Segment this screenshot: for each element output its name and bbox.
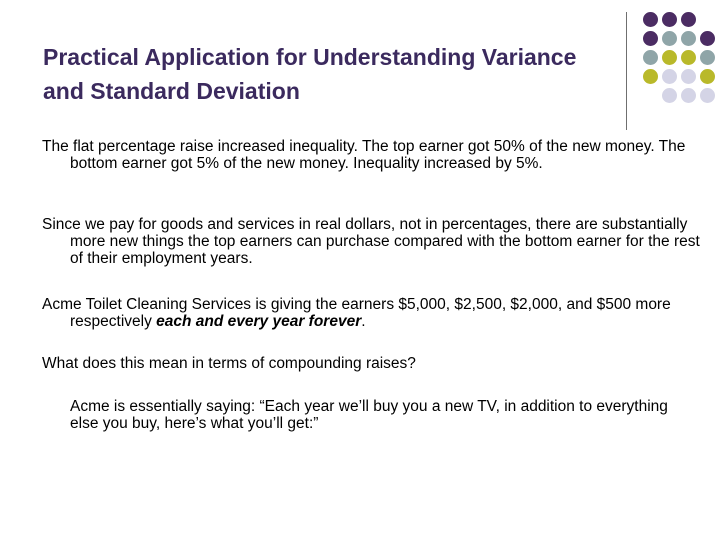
decorative-dot [700,69,715,84]
paragraph-acme-raises [42,296,710,330]
decorative-dot [681,69,696,84]
paragraph-question: What does this mean in terms of compounding raises? [42,355,416,372]
decorative-dot [662,31,677,46]
slide-title: Practical Application for Understanding Variance and Standard Deviation [43,44,577,104]
decorative-dot [700,88,715,103]
acme-emphasis: each and every year forever [156,313,362,330]
decorative-dot [643,12,658,27]
decorative-dot [662,12,677,27]
decorative-dot [643,69,658,84]
decorative-dot [700,50,715,65]
decorative-dot [662,88,677,103]
decorative-dot [681,88,696,103]
acme-text-end: . [361,313,366,330]
decorative-dot [681,31,696,46]
decorative-dot [662,50,677,65]
decorative-dot [643,50,658,65]
acme-text-start: Acme Toilet Cleaning Services is giving the earners $5,000, $2,500, $2,000, and $500 more respectively [42,296,671,330]
decorative-dot [700,31,715,46]
paragraph-inequality: The flat percentage raise increased inequality. The top earner got 50% of the new money. The bottom earner got 5% of the new money. Inequality increased by 5%. [42,138,686,172]
paragraph-real-dollars: Since we pay for goods and services in real dollars, not in percentages, there are substantially more new things the top earners can purchase compared with the bottom earner for the rest of their employment years. [42,216,700,267]
decorative-dot [643,31,658,46]
decorative-dot-grid [0,0,720,120]
paragraph-acme-quote: Acme is essentially saying: “Each year we’ll buy you a new TV, in addition to everything else you buy, here’s what you’ll get:” [70,398,668,432]
decorative-dot [681,12,696,27]
decorative-dot [681,50,696,65]
decorative-dot [662,69,677,84]
